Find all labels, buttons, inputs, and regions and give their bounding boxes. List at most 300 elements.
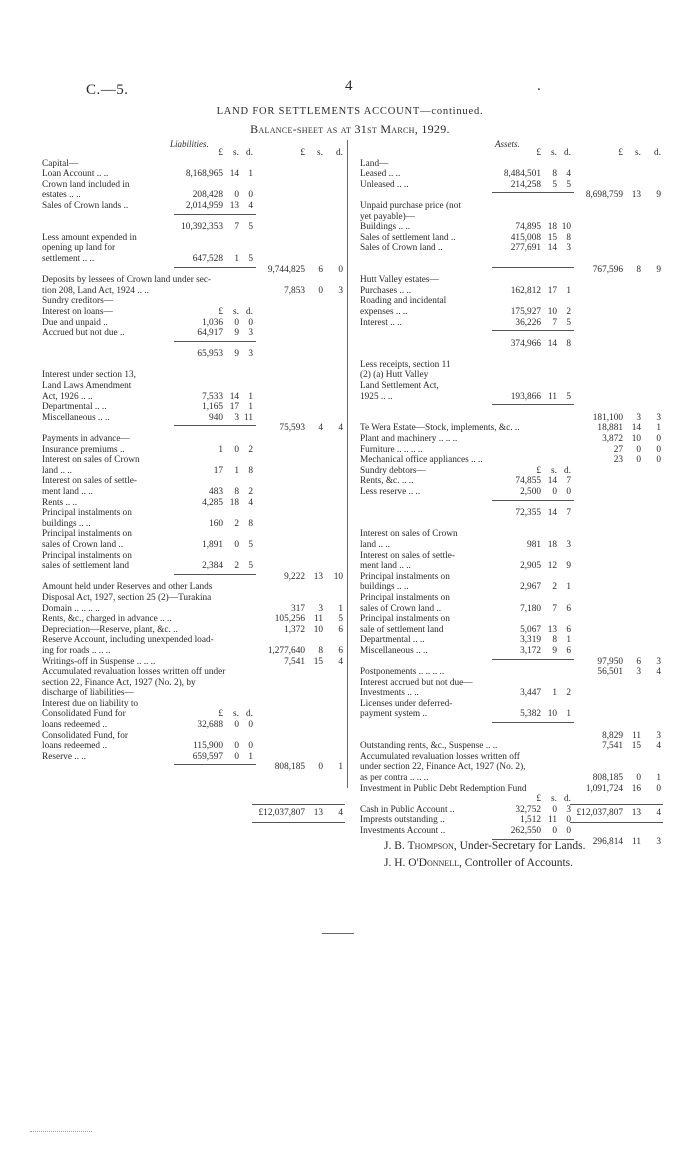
inner-pence: 1 [566, 285, 571, 296]
inner-shillings: 14 [229, 169, 239, 180]
asset-row [360, 519, 665, 530]
outer-pence: 4 [656, 741, 661, 752]
inner-shillings: 1 [234, 465, 239, 476]
inner-pence: 0 [248, 317, 253, 328]
outer-pence: 0 [656, 783, 661, 794]
liability-row [42, 519, 347, 530]
inner-shillings: s. [551, 794, 557, 805]
inner-pence: 5 [566, 179, 571, 190]
line-label: Interest accrued but not due— [360, 677, 473, 688]
line-label: Less amount expended in [42, 232, 137, 243]
assets-total-shillings: 13 [631, 808, 641, 818]
asset-row [360, 498, 665, 509]
inner-shillings: 13 [229, 200, 239, 211]
asset-row [360, 678, 665, 689]
line-label: ment land .. .. [42, 487, 93, 497]
subtotal-rule [174, 267, 256, 268]
line-label: buildings .. .. [360, 582, 409, 593]
asset-row [360, 646, 665, 657]
outer-pounds: £ [618, 148, 623, 158]
inner-shillings: s. [233, 709, 239, 720]
inner-pence: 4 [248, 200, 253, 211]
line-label: Sales of Crown lands .. [42, 200, 129, 211]
inner-shillings: 14 [547, 476, 557, 487]
liability-row [42, 201, 347, 212]
line-label: Writings-off in Suspense .. .. .. [42, 656, 156, 667]
inner-pence: 0 [566, 826, 571, 836]
line-label: Land— [360, 158, 389, 169]
line-label: estates .. .. [42, 190, 81, 201]
line-label: Roading and incidental [360, 296, 447, 307]
inner-pounds: 214,258 [510, 179, 541, 190]
liability-row [42, 243, 347, 254]
inner-pence: 0 [248, 190, 253, 201]
outer-pence: d. [654, 148, 661, 158]
line-label: Principal instalments on [42, 529, 132, 540]
page-number: 4 [345, 78, 353, 94]
line-label: Interest .. .. [360, 317, 402, 328]
inner-pounds: 940 [209, 412, 223, 423]
inner-pence: 5 [566, 317, 571, 328]
outer-pounds: 23 [613, 455, 623, 466]
liability-row [42, 752, 347, 763]
outer-shillings: 8 [318, 645, 323, 656]
print-mark [30, 1131, 92, 1132]
inner-pounds: £ [536, 465, 541, 476]
inner-shillings: 2 [234, 561, 239, 572]
inner-pence: 4 [566, 169, 571, 180]
assets-total-row [360, 808, 665, 819]
outer-pence: 10 [333, 571, 343, 582]
outer-pounds: 7,541 [284, 656, 305, 667]
liability-row [42, 222, 347, 233]
line-label: Depreciation—Reserve, plant, &c. .. [42, 624, 178, 635]
line-label: Unleased .. .. [360, 179, 409, 190]
inner-shillings: 12 [547, 561, 557, 572]
inner-shillings: 9 [234, 349, 239, 360]
inner-pounds: £ [536, 148, 541, 158]
outer-pence: 1 [656, 423, 661, 434]
inner-pence: 8 [248, 465, 253, 476]
line-label: land .. .. [360, 539, 390, 550]
outer-shillings: 6 [318, 264, 323, 275]
liability-row [42, 328, 347, 339]
inner-shillings: 8 [552, 635, 557, 646]
inner-pounds: 2,384 [202, 561, 223, 572]
asset-row [360, 265, 665, 276]
outer-pence: 3 [656, 656, 661, 667]
inner-pence: 5 [248, 222, 253, 233]
inner-shillings: 0 [552, 804, 557, 815]
outer-shillings: 8 [636, 264, 641, 275]
inner-pounds: 32,752 [515, 804, 541, 815]
liability-row [42, 688, 347, 699]
outer-pounds: 808,185 [274, 762, 305, 773]
inner-pence: 1 [248, 169, 253, 180]
inner-shillings: 15 [547, 232, 557, 243]
asset-row [360, 201, 665, 212]
outer-shillings: 0 [636, 444, 641, 455]
outer-shillings: 3 [318, 603, 323, 614]
liabilities-heading: Liabilities. [170, 139, 209, 149]
asset-row [360, 635, 665, 646]
line-label: Rents, &c. .. .. [360, 476, 414, 487]
inner-shillings: 3 [234, 412, 239, 423]
liability-row [42, 233, 347, 244]
signatory-name: Thompson [407, 840, 454, 852]
line-label: expenses .. .. [360, 306, 408, 317]
asset-row [360, 657, 665, 668]
inner-pounds: 7,180 [520, 603, 541, 614]
liability-row [42, 318, 347, 329]
asset-row [360, 318, 665, 329]
liability-row [42, 529, 347, 540]
outer-shillings: 13 [631, 190, 641, 201]
outer-shillings: s. [317, 148, 323, 158]
line-label: Principal instalments on [360, 571, 450, 582]
outer-pence: 1 [656, 773, 661, 784]
line-label: Less reserve .. .. [360, 487, 421, 497]
liability-row [42, 582, 347, 593]
outer-pence: 4 [338, 656, 343, 667]
outer-pence: 1 [338, 603, 343, 614]
asset-row [360, 233, 665, 244]
inner-pence: 3 [566, 539, 571, 550]
inner-pence: 1 [566, 582, 571, 593]
asset-row [360, 360, 665, 371]
liability-row [42, 296, 347, 307]
inner-shillings: 2 [552, 582, 557, 593]
inner-shillings: 18 [547, 539, 557, 550]
inner-pence: d. [564, 465, 571, 476]
asset-row [360, 476, 665, 487]
inner-pence: d. [564, 794, 571, 805]
inner-pounds: 483 [209, 487, 223, 497]
inner-pounds: 2,500 [520, 487, 541, 497]
inner-pence: 1 [248, 391, 253, 402]
subtotal-rule [492, 267, 574, 268]
outer-pounds: 27 [613, 444, 623, 455]
inner-shillings: 18 [547, 222, 557, 233]
asset-row [360, 434, 665, 445]
inner-pence: 5 [248, 539, 253, 550]
line-label: under section 22, Finance Act, 1927 (No. 2), [360, 762, 526, 773]
line-label: Miscellaneous .. .. [42, 412, 110, 423]
inner-shillings: s. [551, 148, 557, 158]
outer-shillings: 10 [631, 434, 641, 445]
asset-row [360, 402, 665, 413]
line-label: Furniture .. .. .. .. [360, 444, 423, 455]
asset-row [360, 614, 665, 625]
inner-pounds: 10,392,353 [181, 222, 223, 233]
inner-pence: 6 [566, 645, 571, 656]
inner-shillings: 9 [234, 328, 239, 339]
outer-shillings: 10 [313, 624, 323, 635]
inner-pounds: 277,691 [510, 243, 541, 254]
inner-pence: 6 [566, 603, 571, 614]
liability-row [42, 307, 347, 318]
liability-row [42, 614, 347, 625]
outer-shillings: 15 [631, 741, 641, 752]
inner-pounds: 4,285 [202, 497, 223, 508]
inner-pounds: 208,428 [192, 190, 223, 201]
inner-shillings: 7 [552, 317, 557, 328]
inner-pence: 7 [566, 508, 571, 519]
inner-shillings: 18 [229, 497, 239, 508]
outer-shillings: 3 [636, 667, 641, 678]
inner-shillings: 5 [552, 179, 557, 190]
line-label: sales of Crown land .. [42, 539, 124, 550]
line-label: as per contra .. .. .. [360, 773, 429, 784]
inner-shillings: 7 [552, 603, 557, 614]
outer-pounds: 1,091,724 [585, 783, 623, 794]
liability-row [42, 212, 347, 223]
inner-pounds: 5,067 [520, 624, 541, 635]
line-label: Interest under section 13, [42, 370, 136, 381]
asset-row [360, 699, 665, 710]
outer-pounds: 1,372 [284, 624, 305, 635]
assets-table [360, 148, 665, 847]
inner-pence: 0 [566, 815, 571, 826]
line-label: discharge of liabilities— [42, 688, 134, 699]
inner-shillings: 1 [234, 253, 239, 264]
inner-shillings: 11 [548, 391, 557, 402]
outer-pounds: 56,501 [597, 667, 623, 678]
inner-pence: 5 [248, 561, 253, 572]
line-label: Disposal Act, 1927, section 25 (2)—Turakina [42, 592, 212, 603]
line-label: Act, 1926 .. .. [42, 391, 93, 402]
asset-row [360, 413, 665, 424]
inner-pounds: 162,812 [510, 285, 541, 296]
inner-pence: 3 [566, 804, 571, 815]
inner-pence: 5 [566, 391, 571, 402]
inner-pence: 3 [566, 243, 571, 254]
liabilities-table [42, 148, 347, 773]
liability-row [42, 678, 347, 689]
line-label: sales of Crown land .. [360, 603, 442, 614]
inner-shillings: 9 [552, 645, 557, 656]
inner-shillings: 11 [548, 815, 557, 826]
asset-row [360, 466, 665, 477]
inner-pounds: 8,168,965 [185, 169, 223, 180]
inner-shillings: 7 [234, 222, 239, 233]
line-label: Plant and machinery .. .. .. [360, 434, 458, 445]
outer-pounds: £ [300, 148, 305, 158]
signatory-initials: J. B. [384, 840, 405, 852]
inner-pounds: 65,953 [197, 349, 223, 360]
line-label: Unpaid purchase price (not [360, 200, 461, 211]
line-label: Hutt Valley estates— [360, 275, 439, 286]
inner-pence: 1 [566, 635, 571, 646]
liability-row [42, 604, 347, 615]
line-label: Buildings .. .. [360, 222, 411, 233]
liability-row [42, 667, 347, 678]
liability-row [42, 169, 347, 180]
inner-pounds: £ [218, 148, 223, 158]
inner-pence: 2 [566, 306, 571, 317]
outer-pence: 3 [656, 730, 661, 741]
outer-shillings: 11 [314, 614, 323, 625]
outer-pence: 0 [656, 455, 661, 466]
inner-pounds: 981 [527, 539, 541, 550]
outer-pence: 6 [338, 624, 343, 635]
inner-pence: 8 [248, 518, 253, 529]
inner-shillings: 2 [234, 518, 239, 529]
inner-shillings: 14 [547, 243, 557, 254]
subtotal-rule [492, 722, 574, 723]
subtotal-rule [174, 341, 256, 342]
outer-pounds: 181,100 [592, 412, 623, 423]
liability-row [42, 635, 347, 646]
line-label: Investments Account .. [360, 826, 446, 836]
inner-pounds: 659,597 [192, 751, 223, 762]
liability-row [42, 551, 347, 562]
outer-shillings: 14 [631, 423, 641, 434]
outer-pence: d. [336, 148, 343, 158]
assets-total-amount: £12,037,807 [576, 808, 623, 818]
line-label: Sales of settlement land .. [360, 232, 456, 243]
inner-shillings: 0 [234, 741, 239, 752]
line-label: Rents, &c., charged in advance .. .. [42, 614, 172, 625]
inner-shillings: 8 [234, 487, 239, 497]
inner-pence: 1 [248, 402, 253, 413]
outer-pounds: 97,950 [597, 656, 623, 667]
line-label: Crown land included in [42, 179, 130, 190]
liability-row [42, 413, 347, 424]
line-label: Sales of Crown land .. [360, 243, 443, 254]
line-label: ing for roads .. .. .. [42, 645, 111, 656]
inner-pence: d. [246, 709, 253, 720]
end-flourish [322, 933, 354, 934]
liability-row [42, 159, 347, 170]
inner-pence: 3 [248, 328, 253, 339]
line-label: Capital— [42, 158, 79, 169]
outer-pence: 3 [656, 836, 661, 847]
line-label: Outstanding rents, &c., Suspense .. .. [360, 741, 498, 752]
asset-row [360, 561, 665, 572]
line-label: Loan Account .. .. [42, 169, 109, 180]
inner-pence: 6 [566, 624, 571, 635]
line-label: Reserve Account, including unexpended load- [42, 635, 214, 646]
outer-pounds: 9,222 [284, 571, 305, 582]
outer-pence: 1 [338, 762, 343, 773]
line-label: Investments .. .. [360, 688, 419, 699]
liability-row [42, 508, 347, 519]
line-label: Accrued but not due .. [42, 328, 125, 339]
line-label: Investment in Public Debt Redemption Fund [360, 783, 527, 794]
liability-row [42, 455, 347, 466]
liability-row [42, 498, 347, 509]
inner-shillings: s. [233, 306, 239, 317]
inner-pounds: 647,528 [192, 253, 223, 264]
line-label: Rents .. .. [42, 497, 78, 508]
inner-pence: 1 [248, 751, 253, 762]
outer-pounds: 8,698,759 [585, 190, 623, 201]
line-label: Interest on sales of Crown [360, 529, 458, 540]
asset-row [360, 392, 665, 403]
liability-row [42, 741, 347, 752]
margin-mark: . [537, 78, 541, 94]
asset-row [360, 169, 665, 180]
outer-pounds: 75,593 [279, 423, 305, 434]
subtotal-rule [492, 330, 574, 331]
inner-pounds: 1,036 [202, 317, 223, 328]
outer-pounds: 767,596 [592, 264, 623, 275]
line-label: settlement .. .. [42, 253, 95, 264]
inner-pence: 9 [566, 561, 571, 572]
asset-row [360, 604, 665, 615]
outer-shillings: 4 [318, 423, 323, 434]
line-label: Less receipts, section 11 [360, 359, 451, 370]
liability-row [42, 434, 347, 445]
outer-pounds: 18,881 [597, 423, 623, 434]
inner-pounds: 160 [209, 518, 223, 529]
liabilities-total-row [42, 808, 347, 819]
asset-row [360, 339, 665, 350]
asset-row [360, 243, 665, 254]
liability-row [42, 699, 347, 710]
outer-pounds: 296,814 [592, 836, 623, 847]
asset-row [360, 826, 665, 837]
inner-pounds: 64,917 [197, 328, 223, 339]
signatory-role: , Controller of Accounts. [458, 857, 573, 869]
asset-row [360, 148, 665, 159]
inner-shillings: 10 [547, 306, 557, 317]
inner-shillings: 17 [229, 402, 239, 413]
subtotal-rule [174, 425, 256, 426]
liability-row [42, 657, 347, 668]
liability-row [42, 646, 347, 657]
subtotal-rule [174, 574, 256, 575]
line-label: Departmental .. .. [360, 635, 425, 646]
inner-pence: 5 [248, 253, 253, 264]
inner-pence: 8 [566, 338, 571, 349]
inner-pounds: 32,688 [197, 720, 223, 731]
asset-row [360, 307, 665, 318]
inner-pounds: 74,855 [515, 476, 541, 487]
inner-pounds: 1 [218, 444, 223, 455]
outer-shillings: 13 [313, 571, 323, 582]
asset-row [360, 773, 665, 784]
outer-pounds: 3,872 [602, 434, 623, 445]
outer-pounds: 7,853 [284, 285, 305, 296]
inner-pounds: 3,447 [520, 688, 541, 699]
outer-shillings: 0 [318, 285, 323, 296]
signatory-role: , Under-Secretary for Lands. [453, 840, 586, 852]
asset-row [360, 349, 665, 360]
inner-shillings: 0 [234, 444, 239, 455]
outer-shillings: 0 [636, 455, 641, 466]
asset-row [360, 572, 665, 583]
line-label: Accumulated revaluation losses written off under [42, 667, 226, 678]
inner-pounds: 36,226 [515, 317, 541, 328]
line-label: Insurance premiums .. [42, 444, 125, 455]
outer-pounds: 7,541 [602, 741, 623, 752]
liability-row [42, 190, 347, 201]
line-label: Sundry creditors— [42, 296, 114, 307]
asset-row [360, 752, 665, 763]
asset-row [360, 190, 665, 201]
outer-shillings: s. [635, 148, 641, 158]
inner-shillings: 0 [234, 720, 239, 731]
inner-pounds: 17 [213, 465, 223, 476]
inner-shillings: 0 [234, 190, 239, 201]
asset-row [360, 286, 665, 297]
liability-row [42, 265, 347, 276]
liability-row [42, 572, 347, 583]
inner-pounds: 3,319 [520, 635, 541, 646]
inner-pounds: 2,014,959 [185, 200, 223, 211]
